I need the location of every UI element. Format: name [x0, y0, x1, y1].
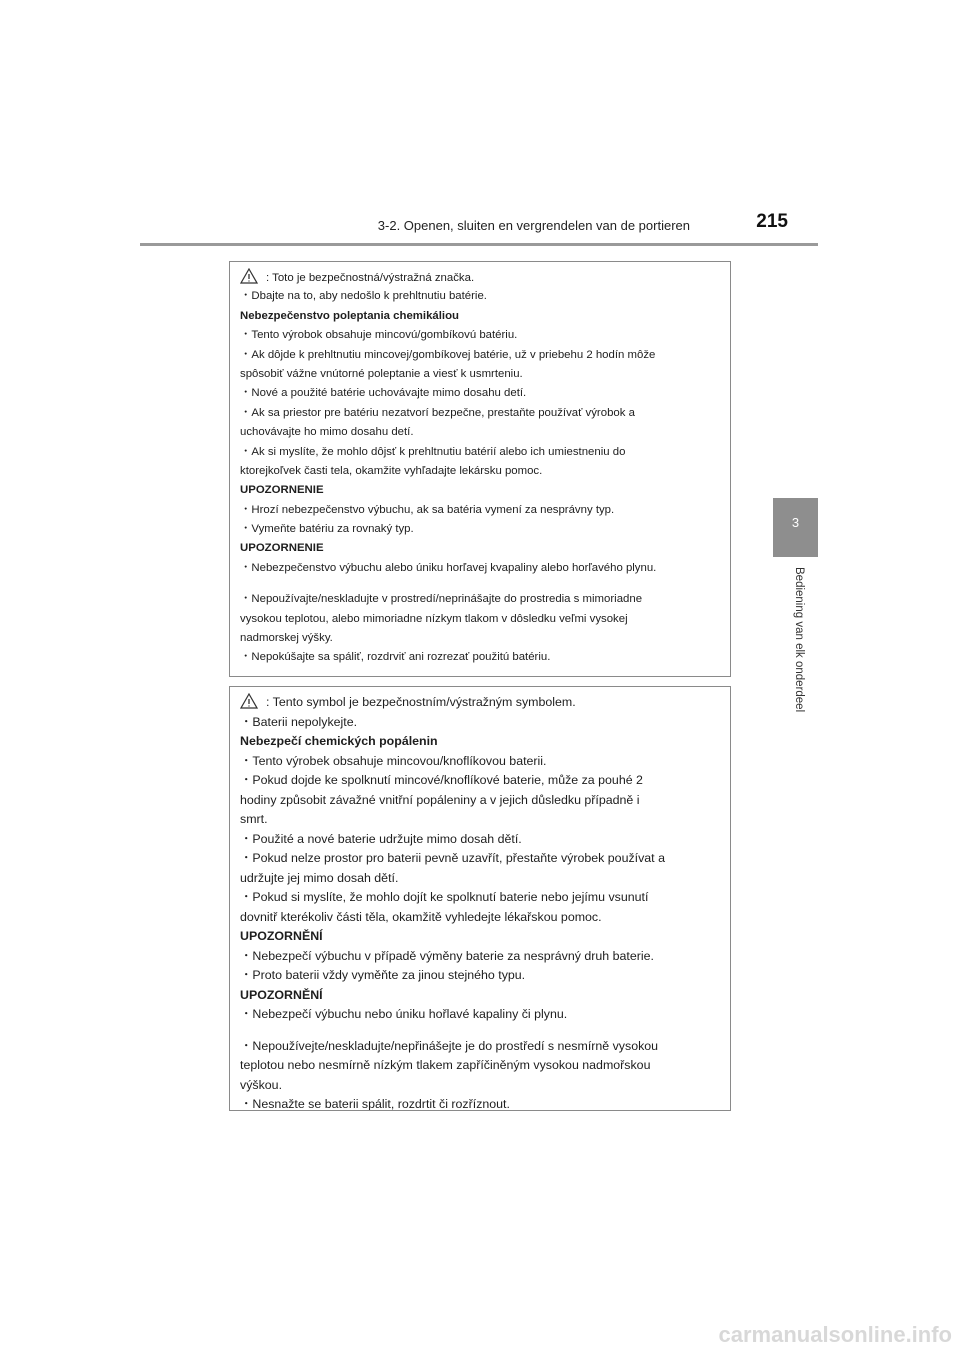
warning-line-text: ・Ak dôjde k prehltnutiu mincovej/gombíkovej batérie, už v priebehu 2 hodín môže [240, 348, 656, 361]
warning-line-text: ・Nepokúšajte sa spáliť, rozdrviť ani rozrezať použitú batériu. [240, 651, 551, 664]
warning-line [240, 849, 722, 869]
warning-line-text: udržujte jej mimo dosah dětí. [240, 870, 399, 885]
warning-line-text: ktorejkoľvek časti tela, okamžite vyhľadajte lekársku pomoc. [240, 464, 543, 477]
warning-line-text: ・Nebezpečenstvo výbuchu alebo úniku horľavej kvapaliny alebo horľavého plynu. [240, 561, 657, 574]
warning-line-text: UPOZORNĚNÍ [240, 987, 323, 1002]
warning-line-text: ・Proto baterii vždy vyměňte za jinou stejného typu. [240, 968, 526, 982]
warning-line-text: ・Použité a nové baterie udržujte mimo dosah dětí. [240, 831, 522, 846]
page-number: 215 [756, 211, 788, 232]
warning-line-text: ・Pokud nelze prostor pro baterii pevně uzavřít, přestaňte výrobek používat a [240, 851, 665, 865]
warning-line-text: ・Nebezpečí výbuchu nebo úniku hořlavé kapaliny či plynu. [240, 1007, 568, 1021]
warning-line-text: teplotou nebo nesmírně nízkým tlakem zapříčiněným vysokou nadmořskou [240, 1058, 651, 1072]
warning-line [240, 966, 722, 986]
warning-line [240, 947, 722, 967]
warning-line [240, 443, 722, 462]
warning-line [240, 732, 722, 752]
warning-line [240, 1056, 722, 1076]
warning-line [240, 481, 722, 500]
warning-line [240, 404, 722, 423]
warning-line-text: ・Nepoužívejte/neskladujte/nepřinášejte je do prostředí s nesmírně vysokou [240, 1038, 659, 1053]
warning-line-text: hodiny způsobit závažné vnitřní popáleniny a v jejich důsledku případně i [240, 792, 640, 807]
warning-line-text: Nebezpečenstvo poleptania chemikáliou [240, 309, 460, 322]
warning-line [240, 830, 722, 850]
warning-line-text: ・Nové a použité batérie uchovávajte mimo dosahu detí. [240, 387, 527, 400]
warning-line-text: ・Pokud si myslíte, že mohlo dojít ke spolknutí baterie nebo jejímu vsunutí [240, 890, 649, 904]
warning-line-text: ・Vymeňte batériu za rovnaký typ. [240, 523, 414, 536]
warning-line [240, 590, 722, 609]
warning-line-text: uchovávajte ho mimo dosahu detí. [240, 426, 414, 439]
warning-triangle-icon [240, 693, 258, 709]
watermark: carmanualsonline.info [718, 1322, 952, 1347]
warning-line [240, 629, 722, 648]
warning-line [240, 365, 722, 384]
warning-line [240, 771, 722, 791]
warning-line [240, 578, 722, 590]
warning-line-text: dovnitř kterékoliv části těla, okamžitě vyhledejte lékařskou pomoc. [240, 909, 602, 924]
warning-line-text: : Tento symbol je bezpečnostním/výstražným symbolem. [266, 695, 576, 709]
warning-line-text: nadmorskej výšky. [240, 632, 333, 645]
warning-line-text: vysokou teplotou, alebo mimoriadne nízkym tlakom v dôsledku veľmi vysokej [240, 612, 628, 625]
warning-triangle-icon [240, 268, 258, 284]
warning-line [240, 791, 722, 811]
warning-line [240, 559, 722, 578]
warning-line-text: ・Ak sa priestor pre batériu nezatvorí bezpečne, prestaňte používať výrobok a [240, 406, 635, 419]
warning-line [240, 462, 722, 481]
section-title: 3-2. Openen, sluiten en vergrendelen van de portieren [377, 218, 690, 233]
warning-line [240, 307, 722, 326]
warning-line [240, 423, 722, 442]
warning-line [240, 326, 722, 345]
warning-line [240, 693, 722, 713]
chapter-tab: 3 [773, 498, 818, 557]
warning-line-text: UPOZORNENIE [240, 484, 324, 497]
warning-line-text: ・Nesnažte se baterii spálit, rozdrtit či rozříznout. [240, 1097, 510, 1111]
warning-line [240, 268, 722, 287]
warning-line [240, 610, 722, 629]
warning-line-text: ・Tento výrobok obsahuje mincovú/gombíkovú batériu. [240, 329, 518, 342]
warning-line [240, 346, 722, 365]
warning-line [240, 810, 722, 830]
warning-line [240, 908, 722, 928]
warning-box-czech [229, 686, 731, 1111]
warning-line [240, 1095, 722, 1111]
warning-line [240, 539, 722, 558]
warning-line [240, 1037, 722, 1057]
chapter-side-label: Bediening van elk onderdeel [793, 567, 805, 713]
warning-line [240, 1025, 722, 1037]
warning-line [240, 384, 722, 403]
warning-line [240, 986, 722, 1006]
warning-line-text: ・Tento výrobek obsahuje mincovou/knoflíkovou baterii. [240, 753, 547, 768]
warning-line [240, 869, 722, 889]
warning-line-text: smrt. [240, 812, 268, 826]
warning-line [240, 648, 722, 667]
warning-line-text: ・Nepoužívajte/neskladujte v prostredí/neprinášajte do prostredia s mimoriadne [240, 593, 643, 606]
warning-line [240, 888, 722, 908]
warning-line-text: UPOZORNENIE [240, 542, 324, 555]
warning-line [240, 520, 722, 539]
warning-line-text: výškou. [240, 1077, 283, 1092]
warning-line-text: UPOZORNĚNÍ [240, 929, 323, 943]
warning-line-text: ・Pokud dojde ke spolknutí mincové/knoflíkové baterie, může za pouhé 2 [240, 773, 643, 787]
warning-line [240, 927, 722, 947]
warning-line [240, 1076, 722, 1096]
warning-box-slovak [229, 261, 731, 677]
warning-line-text: spôsobiť vážne vnútorné poleptanie a viesť k usmrteniu. [240, 367, 523, 380]
warning-line [240, 1005, 722, 1025]
header-rule [140, 243, 818, 246]
warning-line-text: ・Hrozí nebezpečenstvo výbuchu, ak sa batéria vymení za nesprávny typ. [240, 503, 615, 516]
warning-line [240, 501, 722, 520]
warning-line [240, 287, 722, 306]
warning-line [240, 713, 722, 733]
warning-line-text: ・Dbajte na to, aby nedošlo k prehltnutiu batérie. [240, 290, 487, 303]
warning-line-text: Nebezpečí chemických popálenin [240, 734, 438, 748]
warning-line-text: : Toto je bezpečnostná/výstražná značka. [266, 272, 475, 284]
warning-line-text: ・Baterii nepolykejte. [240, 714, 358, 729]
warning-line-text: ・Ak si myslíte, že mohlo dôjsť k prehltnutiu batérií alebo ich umiestneniu do [240, 445, 626, 458]
warning-line [240, 752, 722, 772]
warning-line-text: ・Nebezpečí výbuchu v případě výměny baterie za nesprávný druh baterie. [240, 948, 654, 963]
